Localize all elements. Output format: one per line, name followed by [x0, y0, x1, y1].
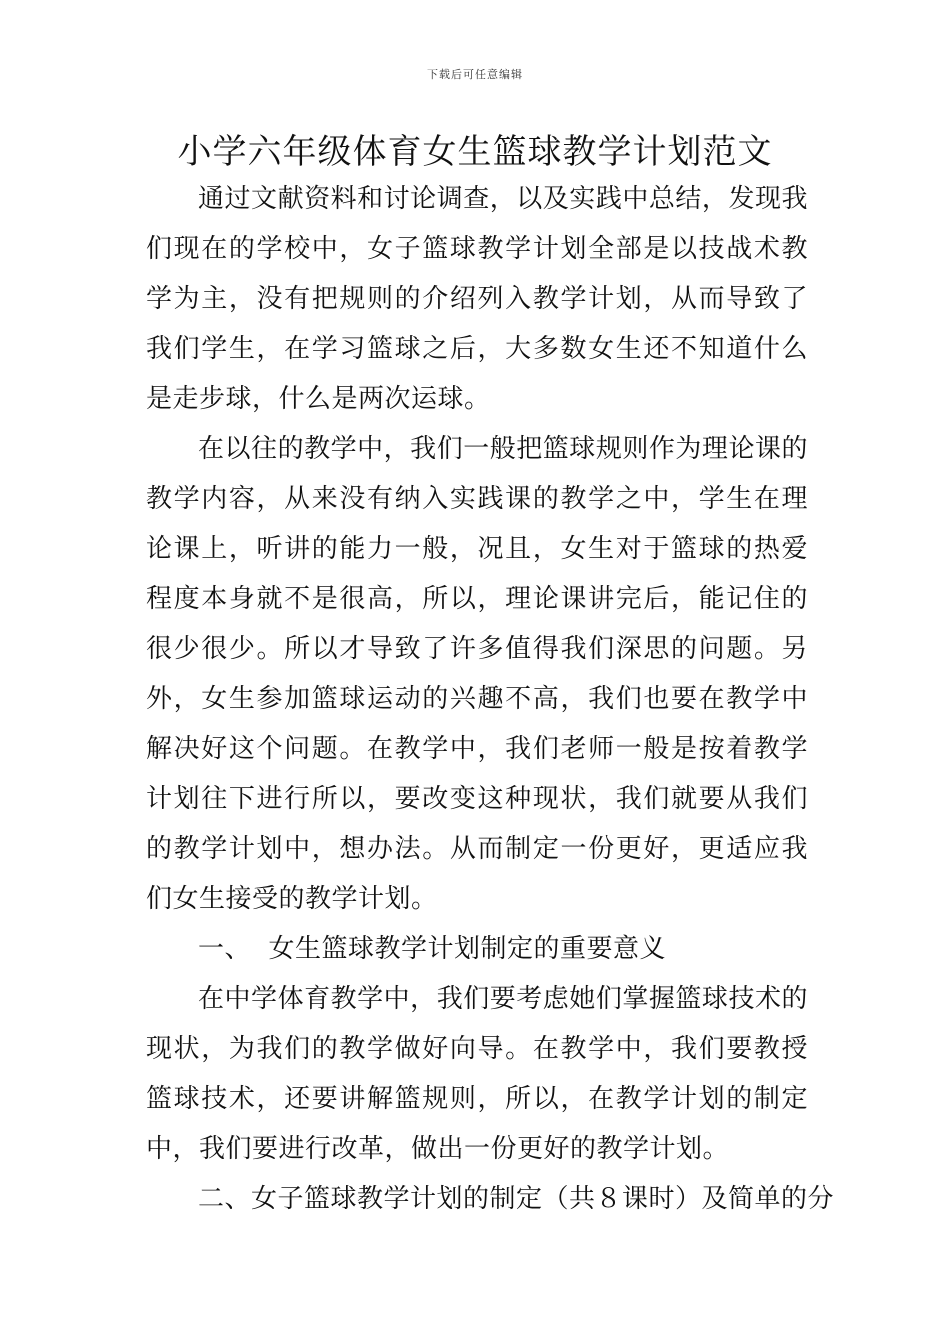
document-title: 小学六年级体育女生篮球教学计划范文: [177, 132, 773, 172]
paragraph-intro: 通过文献资料和讨论调查，以及实践中总结，发现我们现在的学校中，女子篮球教学计划全部是以技战术教学为主，没有把规则的介绍列入教学计划，从而导致了我们学生，在学习篮球之后，大多数女生还不知道什么是走步球，什么是两次运球。: [146, 184, 808, 414]
section-heading-1: 一、 女生篮球教学计划制定的重要意义: [198, 934, 667, 964]
document-body: [146, 174, 835, 1224]
section-heading-2: 二、女子篮球教学计划的制定（共８课时）及简单的分: [198, 1184, 835, 1214]
section-1-paragraph: 在中学体育教学中，我们要考虑她们掌握篮球技术的现状，为我们的教学做好向导。在教学中，我们要教授篮球技术，还要讲解篮规则，所以，在教学计划的制定中，我们要进行改革，做出一份更好的教学计划。: [146, 984, 808, 1164]
paragraph-background: 在以往的教学中，我们一般把篮球规则作为理论课的教学内容，从来没有纳入实践课的教学之中，学生在理论课上，听讲的能力一般，况且，女生对于篮球的热爱程度本身就不是很高，所以，理论课讲完后，能记住的很少很少。所以才导致了许多值得我们深思的问题。另外，女生参加篮球运动的兴趣不高，我们也要在教学中解决好这个问题。在教学中，我们老师一般是按着教学计划往下进行所以，要改变这种现状，我们就要从我们的教学计划中，想办法。从而制定一份更好，更适应我们女生接受的教学计划。: [146, 434, 808, 914]
header-note: 下载后可任意编辑: [427, 68, 523, 81]
